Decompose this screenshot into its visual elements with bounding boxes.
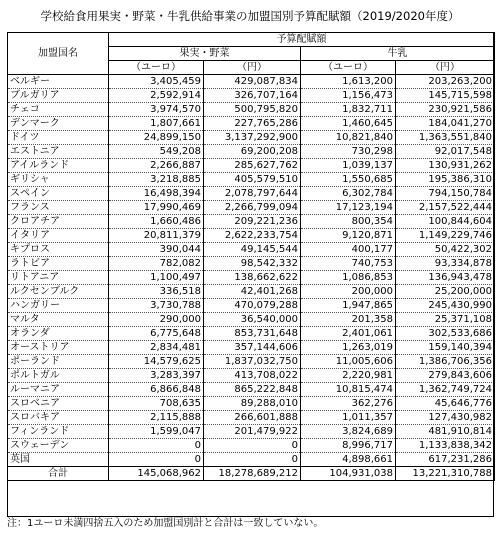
fruit-veg-eur-cell: 17,990,469 [109,201,204,215]
table-row [8,243,495,257]
milk-eur-cell: 11,005,606 [301,355,396,369]
fruit-veg-yen-cell: 853,731,648 [204,327,301,341]
total-fruit-veg-eur-cell: 145,068,962 [109,467,204,481]
fruit-veg-eur-cell: 16,498,394 [109,187,204,201]
fruit-veg-eur-cell: 14,579,625 [109,355,204,369]
fruit-veg-yen-cell: 1,837,032,750 [204,355,301,369]
milk-eur-cell: 1,947,865 [301,299,396,313]
milk-yen-cell: 794,150,784 [396,187,495,201]
country-name-cell: リトアニア [8,271,109,285]
fruit-veg-eur-cell: 6,866,848 [109,383,204,397]
fruit-veg-eur-cell: 20,811,379 [109,229,204,243]
milk-eur-cell: 3,824,689 [301,425,396,439]
milk-eur-cell: 1,156,473 [301,89,396,103]
table-row [8,131,495,145]
milk-yen-cell: 159,140,394 [396,341,495,355]
fruit-veg-yen-cell: 201,479,922 [204,425,301,439]
milk-yen-cell: 481,910,814 [396,425,495,439]
table-row [8,285,495,299]
table-row [8,341,495,355]
milk-eur-cell: 4,898,661 [301,453,396,467]
milk-eur-cell: 362,276 [301,397,396,411]
milk-eur-cell: 1,550,685 [301,173,396,187]
table-row [8,145,495,159]
fruit-veg-eur-cell: 1,599,047 [109,425,204,439]
milk-eur-cell: 1,086,853 [301,271,396,285]
total-milk-yen-cell: 13,221,310,788 [396,467,495,481]
header-milk: 牛乳 [301,47,495,61]
table-row [8,257,495,271]
fruit-veg-yen-cell: 266,601,888 [204,411,301,425]
country-name-cell: エストニア [8,145,109,159]
header-budget: 予算配賦額 [109,33,495,47]
country-name-cell: スウェーデン [8,439,109,453]
milk-yen-cell: 230,921,586 [396,103,495,117]
fruit-veg-eur-cell: 3,405,459 [109,75,204,89]
milk-eur-cell: 1,011,357 [301,411,396,425]
milk-yen-cell: 92,017,548 [396,145,495,159]
fruit-veg-yen-cell: 413,708,022 [204,369,301,383]
fruit-veg-eur-cell: 0 [109,439,204,453]
total-milk-eur-cell: 104,931,038 [301,467,396,481]
milk-yen-cell: 1,363,551,840 [396,131,495,145]
fruit-veg-eur-cell: 290,000 [109,313,204,327]
table-row [8,103,495,117]
fruit-veg-yen-cell: 2,078,797,644 [204,187,301,201]
milk-yen-cell: 45,646,776 [396,397,495,411]
milk-eur-cell: 1,613,200 [301,75,396,89]
milk-eur-cell: 400,177 [301,243,396,257]
fruit-veg-eur-cell: 1,100,497 [109,271,204,285]
table-row [8,229,495,243]
country-name-cell: ルクセンブルク [8,285,109,299]
country-name-cell: フランス [8,201,109,215]
fruit-veg-yen-cell: 326,707,164 [204,89,301,103]
fruit-veg-eur-cell: 2,834,481 [109,341,204,355]
fruit-veg-yen-cell: 209,221,236 [204,215,301,229]
table-row [8,355,495,369]
footnote: 注：1ユーロ未満四捨五入のため加盟国別計と合計は一致していない。 [7,518,324,529]
milk-yen-cell: 1,133,838,342 [396,439,495,453]
fruit-veg-eur-cell: 336,518 [109,285,204,299]
fruit-veg-yen-cell: 357,144,606 [204,341,301,355]
table-row [8,173,495,187]
header-fruit-vegetables: 果実・野菜 [109,47,301,61]
fruit-veg-yen-cell: 69,200,208 [204,145,301,159]
fruit-veg-eur-cell: 708,635 [109,397,204,411]
total-row [8,467,495,481]
milk-yen-cell: 279,843,606 [396,369,495,383]
milk-eur-cell: 740,753 [301,257,396,271]
country-name-cell: イタリア [8,229,109,243]
table-row [8,327,495,341]
milk-yen-cell: 195,386,310 [396,173,495,187]
fruit-veg-eur-cell: 2,592,914 [109,89,204,103]
country-name-cell: ラトビア [8,257,109,271]
table-row [8,313,495,327]
table-row [8,117,495,131]
country-name-cell: ドイツ [8,131,109,145]
fruit-veg-eur-cell: 782,082 [109,257,204,271]
total-fruit-veg-yen-cell: 18,278,689,212 [204,467,301,481]
fruit-veg-eur-cell: 2,115,888 [109,411,204,425]
table-row [8,411,495,425]
milk-yen-cell: 50,422,302 [396,243,495,257]
milk-eur-cell: 17,123,194 [301,201,396,215]
country-name-cell: マルタ [8,313,109,327]
country-name-cell: ハンガリー [8,299,109,313]
milk-eur-cell: 10,815,474 [301,383,396,397]
milk-eur-cell: 730,298 [301,145,396,159]
country-name-cell: キプロス [8,243,109,257]
country-name-cell: ブルガリア [8,89,109,103]
budget-table [7,32,495,481]
fruit-veg-yen-cell: 227,765,286 [204,117,301,131]
milk-eur-cell: 1,039,137 [301,159,396,173]
fruit-veg-yen-cell: 36,540,000 [204,313,301,327]
fruit-veg-eur-cell: 3,218,885 [109,173,204,187]
milk-yen-cell: 145,715,598 [396,89,495,103]
total-country-name-cell: 合計 [8,467,109,481]
fruit-veg-yen-cell: 3,137,292,900 [204,131,301,145]
milk-yen-cell: 2,157,522,444 [396,201,495,215]
fruit-veg-yen-cell: 49,145,544 [204,243,301,257]
milk-yen-cell: 1,149,229,746 [396,229,495,243]
fruit-veg-yen-cell: 89,288,010 [204,397,301,411]
country-name-cell: オーストリア [8,341,109,355]
fruit-veg-yen-cell: 2,266,799,094 [204,201,301,215]
milk-eur-cell: 1,460,645 [301,117,396,131]
milk-yen-cell: 184,041,270 [396,117,495,131]
milk-eur-cell: 6,302,784 [301,187,396,201]
fruit-veg-yen-cell: 285,627,762 [204,159,301,173]
country-name-cell: ギリシャ [8,173,109,187]
milk-yen-cell: 93,334,878 [396,257,495,271]
milk-yen-cell: 203,263,200 [396,75,495,89]
header-unit-eur: （ユーロ） [109,61,204,75]
fruit-veg-yen-cell: 429,087,834 [204,75,301,89]
country-name-cell: フィンランド [8,425,109,439]
country-name-cell: スロベニア [8,397,109,411]
fruit-veg-eur-cell: 549,208 [109,145,204,159]
country-name-cell: スペイン [8,187,109,201]
milk-yen-cell: 1,386,706,356 [396,355,495,369]
milk-yen-cell: 1,362,749,724 [396,383,495,397]
fruit-veg-yen-cell: 865,222,848 [204,383,301,397]
fruit-veg-yen-cell: 0 [204,453,301,467]
header-unit-yen: （円） [396,61,495,75]
milk-eur-cell: 201,358 [301,313,396,327]
fruit-veg-eur-cell: 2,266,887 [109,159,204,173]
milk-yen-cell: 617,231,286 [396,453,495,467]
table-title: 学校給食用果実・野菜・牛乳供給事業の加盟国別予算配賦額（2019/2020年度） [40,9,460,23]
table-row [8,201,495,215]
header-country: 加盟国名 [8,33,109,75]
fruit-veg-eur-cell: 3,283,397 [109,369,204,383]
fruit-veg-yen-cell: 500,795,820 [204,103,301,117]
table-row [8,439,495,453]
milk-eur-cell: 1,832,711 [301,103,396,117]
fruit-veg-yen-cell: 470,079,288 [204,299,301,313]
milk-yen-cell: 136,943,478 [396,271,495,285]
milk-eur-cell: 2,220,981 [301,369,396,383]
fruit-veg-yen-cell: 98,542,332 [204,257,301,271]
fruit-veg-yen-cell: 0 [204,439,301,453]
table-row [8,75,495,89]
milk-eur-cell: 8,996,717 [301,439,396,453]
table-row [8,299,495,313]
milk-yen-cell: 127,430,982 [396,411,495,425]
country-name-cell: 英国 [8,453,109,467]
milk-yen-cell: 25,200,000 [396,285,495,299]
country-name-cell: アイルランド [8,159,109,173]
fruit-veg-eur-cell: 390,044 [109,243,204,257]
table-row [8,159,495,173]
table-row [8,187,495,201]
header-row-1 [8,33,495,47]
table-row [8,425,495,439]
fruit-veg-eur-cell: 1,660,486 [109,215,204,229]
milk-yen-cell: 130,931,262 [396,159,495,173]
table-row [8,397,495,411]
milk-yen-cell: 302,533,686 [396,327,495,341]
fruit-veg-yen-cell: 2,622,233,754 [204,229,301,243]
milk-eur-cell: 200,000 [301,285,396,299]
table-row [8,89,495,103]
fruit-veg-yen-cell: 138,662,622 [204,271,301,285]
header-unit-eur: （ユーロ） [301,61,396,75]
milk-eur-cell: 9,120,871 [301,229,396,243]
fruit-veg-yen-cell: 42,401,268 [204,285,301,299]
table-row [8,215,495,229]
milk-eur-cell: 800,354 [301,215,396,229]
country-name-cell: クロアチア [8,215,109,229]
fruit-veg-eur-cell: 1,807,661 [109,117,204,131]
table-row [8,453,495,467]
country-name-cell: ポーランド [8,355,109,369]
country-name-cell: ルーマニア [8,383,109,397]
country-name-cell: ポルトガル [8,369,109,383]
table-row [8,369,495,383]
milk-yen-cell: 25,371,108 [396,313,495,327]
milk-yen-cell: 100,844,604 [396,215,495,229]
fruit-veg-eur-cell: 6,775,648 [109,327,204,341]
country-name-cell: チェコ [8,103,109,117]
fruit-veg-yen-cell: 405,579,510 [204,173,301,187]
milk-eur-cell: 2,401,061 [301,327,396,341]
country-name-cell: デンマーク [8,117,109,131]
milk-yen-cell: 245,430,990 [396,299,495,313]
fruit-veg-eur-cell: 24,899,150 [109,131,204,145]
country-name-cell: ベルギー [8,75,109,89]
fruit-veg-eur-cell: 3,730,788 [109,299,204,313]
fruit-veg-eur-cell: 3,974,570 [109,103,204,117]
milk-eur-cell: 1,263,019 [301,341,396,355]
fruit-veg-eur-cell: 0 [109,453,204,467]
table-row [8,271,495,285]
table-row [8,383,495,397]
milk-eur-cell: 10,821,840 [301,131,396,145]
country-name-cell: スロバキア [8,411,109,425]
header-unit-yen: （円） [204,61,301,75]
country-name-cell: オランダ [8,327,109,341]
